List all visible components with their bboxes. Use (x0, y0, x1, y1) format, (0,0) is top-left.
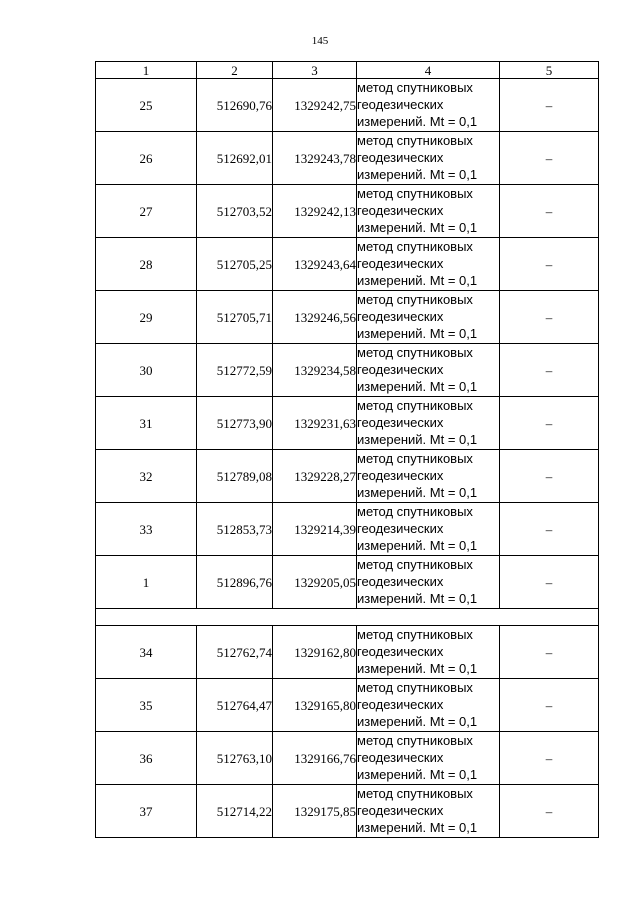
point-number-cell: 37 (96, 785, 197, 838)
method-text-line: метод спутниковых (357, 292, 473, 307)
method-text-line: геодезических (357, 697, 444, 712)
table-row (96, 185, 599, 238)
y-coordinate-cell: 1329175,85 (273, 785, 357, 838)
x-coordinate-cell: 512773,90 (197, 397, 273, 450)
note-cell: – (500, 450, 599, 503)
method-text-line: метод спутниковых (357, 186, 473, 201)
y-coordinate-cell: 1329165,80 (273, 679, 357, 732)
method-cell (357, 238, 500, 291)
table-row (96, 679, 599, 732)
table-row (96, 556, 599, 609)
point-number-cell: 32 (96, 450, 197, 503)
method-text-line: геодезических (357, 574, 444, 589)
x-coordinate-cell: 512853,73 (197, 503, 273, 556)
method-text-line: геодезических (357, 521, 444, 536)
method-text-line: измерений. Mt = 0,1 (357, 114, 478, 129)
method-cell (357, 503, 500, 556)
method-text-line: измерений. Mt = 0,1 (357, 714, 478, 729)
group-separator-row (96, 609, 599, 626)
point-number-cell: 1 (96, 556, 197, 609)
method-text-line: измерений. Mt = 0,1 (357, 538, 478, 553)
y-coordinate-cell: 1329242,75 (273, 79, 357, 132)
note-cell: – (500, 785, 599, 838)
y-coordinate-cell: 1329214,39 (273, 503, 357, 556)
note-cell: – (500, 291, 599, 344)
method-text-line: метод спутниковых (357, 345, 473, 360)
table-row (96, 79, 599, 132)
method-text-line: измерений. Mt = 0,1 (357, 820, 478, 835)
page-number: 145 (311, 35, 329, 47)
method-text-line: геодезических (357, 750, 444, 765)
method-text-line: измерений. Mt = 0,1 (357, 767, 478, 782)
method-text-line: метод спутниковых (357, 398, 473, 413)
table-header-row (96, 62, 599, 79)
table-row (96, 450, 599, 503)
method-cell (357, 732, 500, 785)
method-text-line: метод спутниковых (357, 239, 473, 254)
table-row (96, 503, 599, 556)
method-cell (357, 291, 500, 344)
method-text-line: измерений. Mt = 0,1 (357, 661, 478, 676)
x-coordinate-cell: 512705,71 (197, 291, 273, 344)
method-cell (357, 344, 500, 397)
method-text-line: геодезических (357, 362, 444, 377)
method-text-line: геодезических (357, 468, 444, 483)
point-number-cell: 30 (96, 344, 197, 397)
column-header: 3 (273, 62, 357, 79)
x-coordinate-cell: 512896,76 (197, 556, 273, 609)
method-text-line: метод спутниковых (357, 786, 473, 801)
method-text-line: метод спутниковых (357, 680, 473, 695)
x-coordinate-cell: 512762,74 (197, 626, 273, 679)
x-coordinate-cell: 512692,01 (197, 132, 273, 185)
table-row (96, 238, 599, 291)
method-cell (357, 450, 500, 503)
column-header: 4 (357, 62, 500, 79)
y-coordinate-cell: 1329234,58 (273, 344, 357, 397)
group-separator-cell (96, 609, 599, 626)
method-text-line: метод спутниковых (357, 557, 473, 572)
method-text-line: метод спутниковых (357, 80, 473, 95)
x-coordinate-cell: 512764,47 (197, 679, 273, 732)
column-header: 5 (500, 62, 599, 79)
method-text-line: измерений. Mt = 0,1 (357, 379, 478, 394)
point-number-cell: 29 (96, 291, 197, 344)
method-text-line: метод спутниковых (357, 451, 473, 466)
table-row (96, 132, 599, 185)
note-cell: – (500, 556, 599, 609)
method-text-line: геодезических (357, 803, 444, 818)
method-cell (357, 185, 500, 238)
note-cell: – (500, 679, 599, 732)
method-cell (357, 132, 500, 185)
method-text-line: геодезических (357, 97, 444, 112)
point-number-cell: 35 (96, 679, 197, 732)
y-coordinate-cell: 1329166,76 (273, 732, 357, 785)
x-coordinate-cell: 512705,25 (197, 238, 273, 291)
y-coordinate-cell: 1329243,78 (273, 132, 357, 185)
point-number-cell: 34 (96, 626, 197, 679)
method-cell (357, 556, 500, 609)
point-number-cell: 27 (96, 185, 197, 238)
note-cell: – (500, 626, 599, 679)
table-row (96, 291, 599, 344)
table-row (96, 732, 599, 785)
point-number-cell: 28 (96, 238, 197, 291)
method-text-line: измерений. Mt = 0,1 (357, 432, 478, 447)
point-number-cell: 33 (96, 503, 197, 556)
note-cell: – (500, 132, 599, 185)
note-cell: – (500, 397, 599, 450)
y-coordinate-cell: 1329162,80 (273, 626, 357, 679)
method-cell (357, 785, 500, 838)
method-text-line: измерений. Mt = 0,1 (357, 591, 478, 606)
point-number-cell: 26 (96, 132, 197, 185)
method-text-line: измерений. Mt = 0,1 (357, 167, 478, 182)
coordinates-table (95, 61, 599, 838)
y-coordinate-cell: 1329242,13 (273, 185, 357, 238)
x-coordinate-cell: 512703,52 (197, 185, 273, 238)
x-coordinate-cell: 512763,10 (197, 732, 273, 785)
method-text-line: геодезических (357, 203, 444, 218)
point-number-cell: 25 (96, 79, 197, 132)
table-row (96, 397, 599, 450)
method-text-line: метод спутниковых (357, 133, 473, 148)
method-text-line: геодезических (357, 256, 444, 271)
y-coordinate-cell: 1329243,64 (273, 238, 357, 291)
x-coordinate-cell: 512714,22 (197, 785, 273, 838)
method-cell (357, 397, 500, 450)
note-cell: – (500, 238, 599, 291)
method-text-line: метод спутниковых (357, 504, 473, 519)
method-text-line: геодезических (357, 309, 444, 324)
table-row (96, 785, 599, 838)
column-header: 1 (96, 62, 197, 79)
method-text-line: измерений. Mt = 0,1 (357, 273, 478, 288)
method-text-line: измерений. Mt = 0,1 (357, 485, 478, 500)
method-cell (357, 679, 500, 732)
note-cell: – (500, 732, 599, 785)
method-text-line: метод спутниковых (357, 733, 473, 748)
table-row (96, 626, 599, 679)
y-coordinate-cell: 1329228,27 (273, 450, 357, 503)
method-text-line: геодезических (357, 415, 444, 430)
y-coordinate-cell: 1329231,63 (273, 397, 357, 450)
y-coordinate-cell: 1329205,05 (273, 556, 357, 609)
method-text-line: измерений. Mt = 0,1 (357, 326, 478, 341)
note-cell: – (500, 344, 599, 397)
method-cell (357, 626, 500, 679)
table-row (96, 344, 599, 397)
note-cell: – (500, 503, 599, 556)
note-cell: – (500, 185, 599, 238)
y-coordinate-cell: 1329246,56 (273, 291, 357, 344)
method-cell (357, 79, 500, 132)
x-coordinate-cell: 512690,76 (197, 79, 273, 132)
method-text-line: измерений. Mt = 0,1 (357, 220, 478, 235)
coordinates-table-body (96, 62, 599, 838)
method-text-line: метод спутниковых (357, 627, 473, 642)
x-coordinate-cell: 512772,59 (197, 344, 273, 397)
point-number-cell: 36 (96, 732, 197, 785)
column-header: 2 (197, 62, 273, 79)
point-number-cell: 31 (96, 397, 197, 450)
x-coordinate-cell: 512789,08 (197, 450, 273, 503)
note-cell: – (500, 79, 599, 132)
method-text-line: геодезических (357, 150, 444, 165)
method-text-line: геодезических (357, 644, 444, 659)
